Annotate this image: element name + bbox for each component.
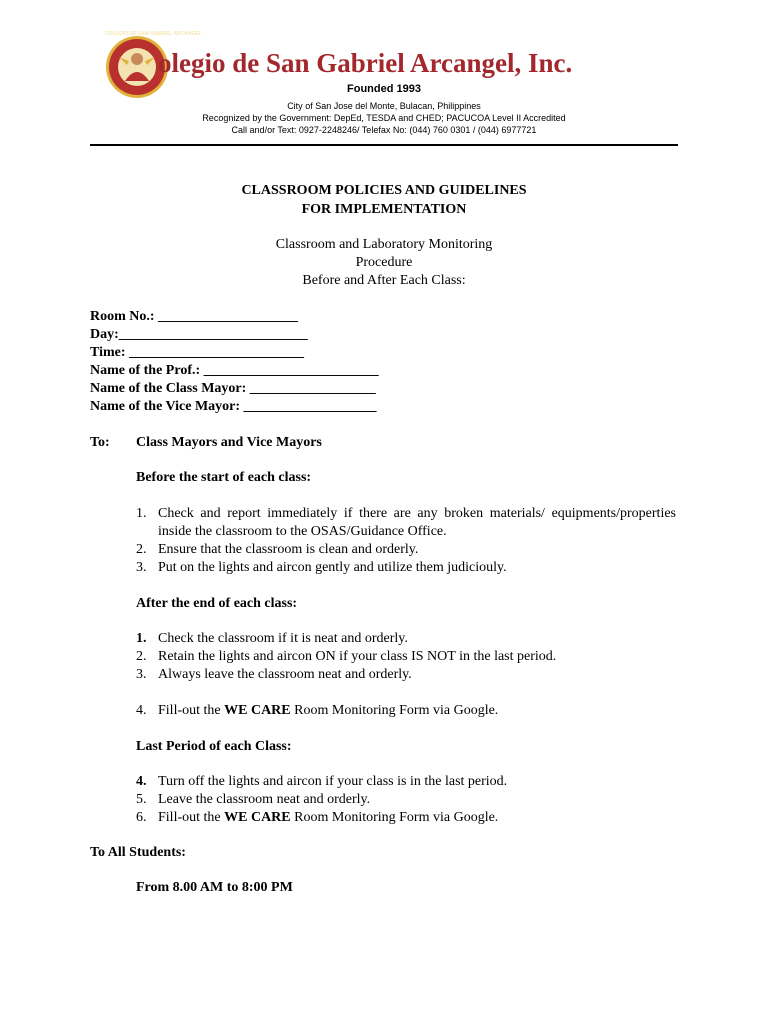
list-item-number: 3. — [136, 667, 147, 682]
student-hours: From 8.00 AM to 8:00 PM — [136, 880, 293, 895]
list-item-number: 2. — [136, 542, 147, 557]
list-item: Check the classroom if it is neat and orderly. — [158, 631, 408, 646]
list-item: Put on the lights and aircon gently and utilize them judiciouly. — [158, 560, 507, 575]
list-item: Leave the classroom neat and orderly. — [158, 792, 371, 807]
list-item: Ensure that the classroom is clean and orderly. — [158, 542, 419, 557]
subtitle-line-1: Classroom and Laboratory Monitoring — [275, 237, 493, 252]
we-care-emphasis: WE CARE — [224, 703, 291, 718]
list-item: Always leave the classroom neat and orderly. — [158, 667, 412, 682]
we-care-emphasis: WE CARE — [224, 810, 291, 825]
field-vice-mayor: Name of the Vice Mayor: ___________________ — [90, 399, 377, 414]
subtitle-line-3: Before and After Each Class: — [302, 273, 466, 288]
list-item-number: 5. — [136, 792, 147, 807]
document-title-line-1: CLASSROOM POLICIES AND GUIDELINES — [241, 183, 527, 198]
list-item: Retain the lights and aircon ON if your class IS NOT in the last period. — [158, 649, 557, 664]
school-address: City of San Jose del Monte, Bulacan, Philippines — [287, 101, 481, 111]
list-item-number: 1. — [136, 506, 147, 521]
logo-ring-text: COLEGIO DE SAN GABRIEL ARCANGEL — [105, 31, 202, 37]
field-day: Day:___________________________ — [90, 327, 308, 342]
list-item: Fill-out the WE CARE Room Monitoring Form via Google. — [158, 703, 499, 718]
founded-year: Founded 1993 — [347, 83, 421, 95]
list-item-number: 6. — [136, 810, 147, 825]
section-heading-after: After the end of each class: — [136, 596, 298, 611]
school-name: olegio de San Gabriel Arcangel, Inc. — [158, 48, 573, 78]
section-heading-before: Before the start of each class: — [136, 470, 312, 485]
list-item-number: 3. — [136, 560, 147, 575]
list-item-number: 4. — [136, 774, 147, 789]
list-item: Fill-out the WE CARE Room Monitoring Form via Google. — [158, 810, 499, 825]
field-class-mayor: Name of the Class Mayor: __________________ — [90, 381, 376, 396]
subtitle-line-2: Procedure — [355, 255, 413, 270]
field-room-no: Room No.: ____________________ — [90, 309, 299, 324]
list-item-number: 4. — [136, 703, 147, 718]
to-recipients: Class Mayors and Vice Mayors — [136, 435, 322, 450]
section-heading-students: To All Students: — [90, 845, 186, 860]
list-item: Check and report immediately if there are any broken materials/ equipments/properties inside the classroom to the OSAS/Guidance Office. — [158, 506, 676, 539]
to-label: To: — [90, 435, 110, 450]
header-divider — [90, 144, 678, 146]
section-heading-last-period: Last Period of each Class: — [136, 739, 292, 754]
document-title-line-2: FOR IMPLEMENTATION — [301, 202, 467, 217]
school-recognition: Recognized by the Government: DepEd, TESDA and CHED; PACUCOA Level II Accredited — [202, 113, 566, 123]
field-prof-name: Name of the Prof.: _________________________ — [90, 363, 379, 378]
field-time: Time: _________________________ — [90, 345, 305, 360]
list-item-number: 1. — [136, 631, 147, 646]
school-contact: Call and/or Text: 0927-2248246/ Telefax No: (044) 760 0301 / (044) 6977721 — [231, 125, 537, 135]
list-item-number: 2. — [136, 649, 147, 664]
list-item: Turn off the lights and aircon if your class is in the last period. — [158, 774, 508, 789]
